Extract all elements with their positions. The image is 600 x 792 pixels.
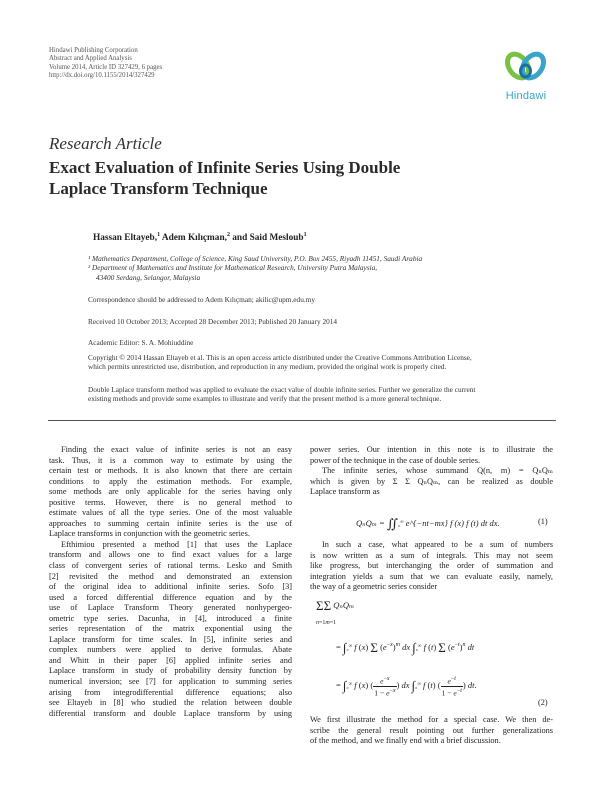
text-line: Laplace transform for time scales. In [5], infinite series and: [49, 634, 292, 644]
text-line: numerical inversion; see [7] for application to summing series: [49, 677, 292, 687]
abstract: [88, 385, 558, 404]
text-line: power series. Our intention in this note is to illustrate the: [310, 445, 553, 454]
article-title: [49, 158, 499, 199]
eq2-lhs-term: QₙQₘ: [333, 599, 355, 610]
eq1-lhs: QₙQₘ =: [356, 517, 385, 528]
summation-icon: Σ: [323, 598, 332, 613]
affiliation-marker: 1: [303, 232, 307, 238]
integral-limits: ₀∞: [415, 643, 422, 652]
text-line: We first illustrate the method for a special case. We then de-: [310, 715, 553, 724]
text-line: Efthimiou presented a method [1] that uses the Laplace: [61, 539, 292, 549]
text-line: The infinite series, whose summand Q(n, m) = QₙQₘ: [322, 466, 553, 476]
text-line: differential transform and double Laplace transform by using: [49, 708, 292, 718]
text-line: of the method, and we finally end with a brief discussion.: [310, 736, 501, 746]
author-list: [93, 232, 307, 243]
text-line: In such a case, what appeared to be a sum of numbers: [322, 540, 553, 549]
text-line: the way of a geometric series consider: [310, 582, 438, 592]
text-line: transform and allows one to find exact values for a large: [49, 550, 292, 560]
text-line: power of the technique in the case of double series.: [310, 455, 481, 465]
equation-2-line-1: = ∫₀∞ f (x) Σ $(e^{-x})^m$ dx ∫₀∞ f (t) Σ $(e^{-t})^n$ dt: [336, 640, 475, 655]
summation-icon: Σ: [370, 640, 378, 655]
publication-dates: Received 10 October 2013; Accepted 28 December 2013; Published 20 January 2014: [88, 317, 338, 326]
text-line: some methods are only applicable for the series having only: [49, 487, 292, 497]
copyright-line: Copyright © 2014 Hassan Eltayeb et al. This is an open access article distributed under the Creative Commons Attribution License,: [88, 353, 472, 362]
text-line: positive terms. However, there is no general method to: [49, 497, 292, 507]
text-line: ometric type series. Dacunha, in [4], introduced a finite: [49, 613, 292, 623]
header-line: Volume 2014, Article ID 327429, 6 pages: [49, 63, 163, 71]
article-type: Research Article: [49, 134, 162, 153]
integral-icon: ∫: [342, 640, 347, 655]
fraction: $\frac{e^{-x}}{1 - e^{-x}}$: [374, 676, 396, 698]
header-line: Abstract and Applied Analysis: [49, 55, 132, 63]
affiliation-line: ² Department of Mathematics and Institute for Mathematical Research, University Putra Malaysia,: [88, 263, 378, 273]
text-line: task. Thus, it is a common way to estimate by using the: [49, 455, 292, 465]
title-line: Exact Evaluation of Infinite Series Using Double: [49, 158, 401, 177]
text-line: class of convergent series of rational terms. Lesko and Smith: [49, 561, 292, 571]
equation-number: (1): [538, 517, 548, 526]
integral-limits: ₀∞: [346, 643, 353, 652]
title-line: Laplace Transform Technique: [49, 178, 268, 198]
text-line: approaches to summing certain infinite series is the use of: [49, 518, 292, 528]
integral-icon: ∫: [411, 678, 416, 694]
text-line: complex numbers were applied to derive formulas. Abate: [49, 645, 292, 655]
hindawi-logo-text: Hindawi: [505, 90, 547, 102]
right-column: [310, 445, 553, 498]
eq1-rhs: e^{−nt−mx} f (x) f (t) dt dx.: [405, 517, 500, 528]
left-column: [49, 445, 292, 719]
author-name: Hassan Eltayeb,: [93, 233, 158, 244]
integral-limits: ₀∞: [346, 681, 353, 690]
abstract-line: Double Laplace transform method was applied to evaluate the exact value of double infinite series. Further we generalize the current: [88, 385, 476, 394]
text-line: arising from integrodifferential difference equations; also: [49, 687, 292, 697]
copyright-notice: [88, 353, 558, 372]
affiliation-line: ¹ Mathematics Department, College of Science, King Saud University, P.O. Box 2455, Riyadh 11451, Saudi Arabia: [88, 254, 423, 263]
correspondence: Correspondence should be addressed to Adem Kılıçman; akilic@upm.edu.my: [88, 295, 315, 304]
right-column-middle: [310, 540, 553, 593]
summation-limits: n=1m=1: [316, 620, 337, 626]
text-line: which is given by Σ Σ QₙQₘ, can be realized as double: [310, 476, 553, 486]
paragraph-related-work: [49, 540, 292, 719]
right-column-bottom: [310, 715, 553, 747]
text-line: [2] revisited the method and demonstrated an extension: [49, 571, 292, 581]
text-line: like progress, but interchanging the order of summation and: [310, 561, 553, 571]
text-line: of the original idea to additional infinite series. Sofo [3]: [49, 582, 292, 592]
affiliation-marker: 1: [157, 232, 161, 238]
text-line: is now written as a sum of integrals. This may not seem: [310, 550, 553, 560]
text-line: use of Laplace Transform Theory generated nonhypergeo-: [49, 603, 292, 613]
section-divider: [48, 420, 556, 421]
affiliations: [88, 254, 422, 282]
paragraph-intro: [49, 445, 292, 540]
summation-icon: Σ: [438, 640, 446, 655]
abstract-line: existing methods and provide some examples to illustrate and verify that the present method is a more general technique.: [88, 394, 442, 404]
text-line: Laplace transforms in conjunction with the geometric series.: [49, 529, 250, 539]
affiliation-line: 43400 Serdang, Selangor, Malaysia: [96, 272, 201, 282]
text-line: used a forced differential difference equation and by the: [49, 592, 292, 602]
equation-2-line-2: = ∫₀∞ f (x) ( $\frac{e^{-x}}{1 - e^{-x}}$ ) dx ∫₀∞ f (t) ( $\frac{e^{-t}}{1 - e^{-t}}$ ) dt.: [336, 676, 477, 698]
header-line: Hindawi Publishing Corporation: [49, 47, 138, 54]
text-line: Laplace transform in study of probability density function by: [49, 666, 292, 676]
academic-editor: Academic Editor: S. A. Mohiuddine: [88, 338, 194, 347]
author-name: Adem Kılıçman,: [161, 233, 227, 244]
fraction: $\frac{e^{-t}}{1 - e^{-t}}$: [441, 676, 462, 698]
text-line: conditions to apply the estimation methods. For example,: [49, 476, 292, 486]
equation-number: (2): [538, 698, 548, 707]
text-line: scribe the general result pointing out further generalizations: [310, 725, 553, 735]
author-name: and Said Mesloub: [232, 233, 304, 244]
text-line: see Eltayeb in [8] who studied the relation between double: [49, 698, 292, 708]
affiliation-marker: 2: [226, 232, 230, 238]
text-line: integration yields a sum that we can evaluate easily, namely,: [310, 571, 553, 581]
copyright-line: which permits unrestricted use, distribution, and reproduction in any medium, provided the original work is properly cited.: [88, 362, 447, 372]
text-line: certain test or methods. It is also known that there are certain: [49, 466, 292, 476]
integral-limits: ₀∞: [415, 681, 421, 690]
equation-1: [356, 516, 500, 532]
integral-icon: ∫: [412, 640, 416, 655]
double-integral-icon: ∬: [386, 516, 398, 531]
text-line: Finding the exact value of infinite series is not an easy: [61, 445, 292, 454]
text-line: series representation of the matrix exponential using the: [49, 624, 292, 634]
journal-header: [49, 47, 162, 80]
text-line: estimate values of all the type series. One of the most valuable: [49, 508, 292, 518]
summation-icon: Σ: [316, 598, 324, 613]
integral-icon: ∫: [342, 678, 347, 694]
integral-limits: ₀∞: [398, 519, 404, 528]
text-line: Laplace transform as: [310, 487, 380, 497]
doi-link[interactable]: http://dx.doi.org/10.1155/2014/327429: [49, 71, 155, 79]
text-line: and Whitt in their paper [6] applied infinite series and: [49, 655, 292, 665]
equation-2-lhs: [316, 598, 354, 614]
